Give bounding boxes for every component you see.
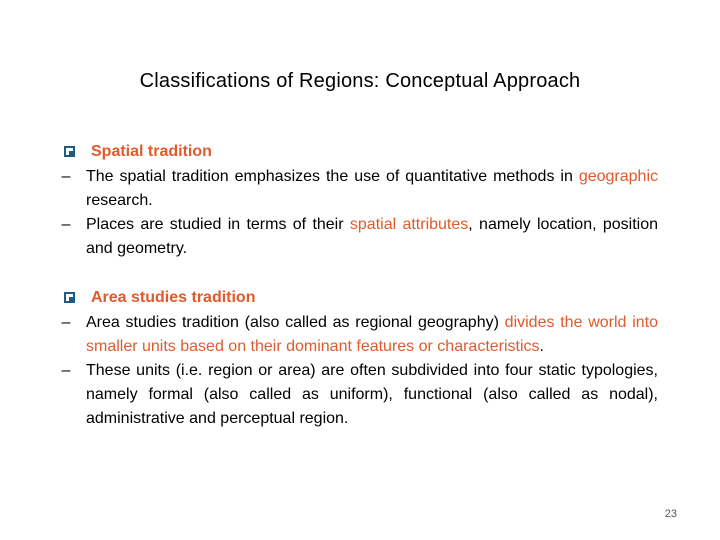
section-heading: [60, 289, 658, 311]
bullet-item: [60, 311, 658, 359]
bullet-text: The spatial tradition emphasizes the use of quantitative methods in: [86, 168, 579, 185]
checkbox-bullet-icon: [64, 146, 75, 157]
page-number: 23: [664, 508, 677, 520]
bullet-text: Area studies tradition (also called as regional geography): [86, 314, 505, 331]
highlighted-term: spatial attributes: [349, 216, 469, 233]
section-area-studies-tradition: [60, 289, 658, 431]
highlighted-term: divides the world into smaller units based on their dominant features or characteristics: [86, 314, 658, 355]
dash-icon: –: [61, 168, 71, 185]
section-heading: [60, 143, 658, 165]
dash-icon: –: [61, 216, 71, 233]
section-spatial-tradition: [60, 143, 658, 261]
section-heading-text: Area studies tradition: [91, 289, 256, 306]
slide-title: Classifications of Regions: Conceptual Approach: [139, 70, 581, 92]
dash-icon: –: [61, 314, 71, 331]
checkbox-bullet-icon: [64, 292, 75, 303]
highlighted-term: geographic: [578, 168, 658, 185]
section-heading-text: Spatial tradition: [91, 143, 212, 160]
bullet-item: [60, 213, 658, 261]
bullet-item: [60, 359, 658, 431]
bullet-text: Places are studied in terms of their: [86, 216, 350, 233]
bullet-text: These units (i.e. region or area) are often subdivided into four static typologies, namely formal (also called as uniform), functional (also called as nodal), administrative and perceptual region.: [86, 362, 658, 427]
dash-icon: –: [61, 362, 71, 379]
bullet-text: research.: [86, 192, 153, 209]
bullet-text: , namely location, position and geometry.: [86, 216, 658, 257]
bullet-item: [60, 165, 658, 213]
bullet-text: .: [539, 338, 544, 355]
